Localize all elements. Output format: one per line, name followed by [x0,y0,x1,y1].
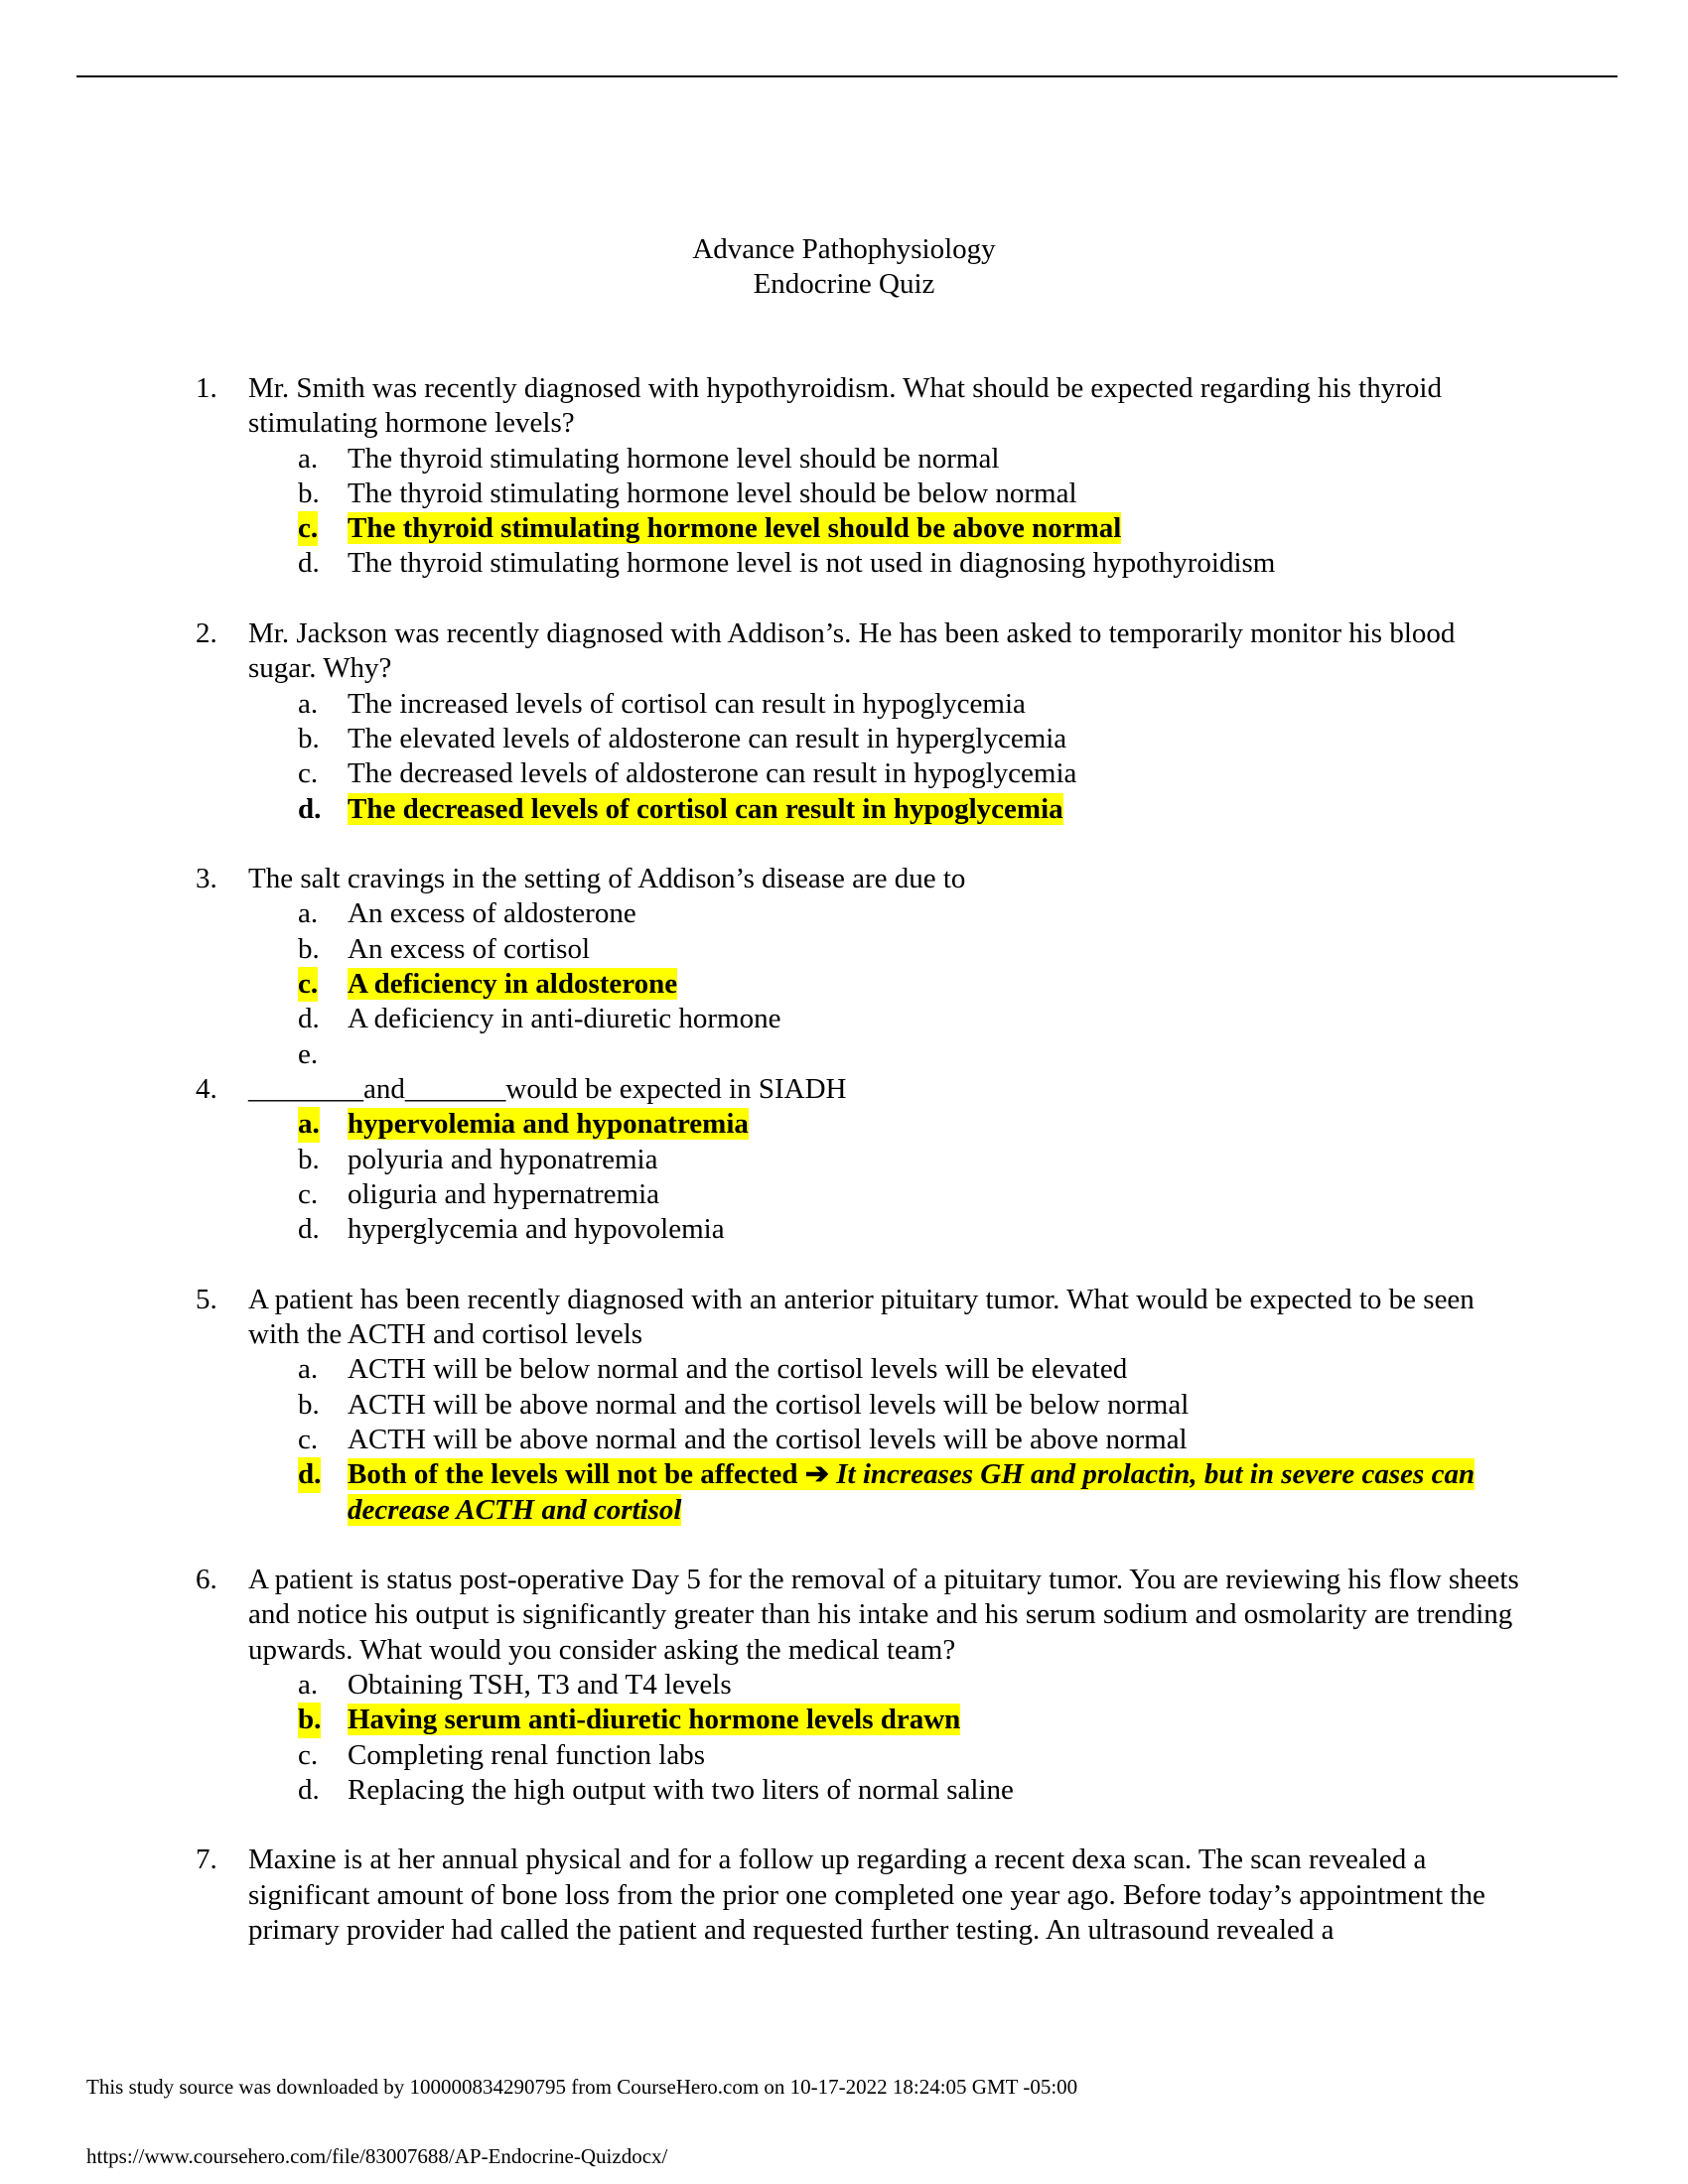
question-number: 2. [196,617,217,650]
highlighted-answer-text [348,1458,1475,1525]
highlighted-answer-text: The thyroid stimulating hormone level should be above normal [348,512,1122,545]
option-text: oliguria and hypernatremia [348,1177,660,1210]
option-letter: b. [298,1388,320,1421]
option-letter: a. [298,442,319,475]
option-letter: b. [298,722,320,754]
option-letter: b. [298,477,320,509]
answer-option [298,1002,1529,1036]
option-letter: a. [298,897,319,930]
correct-answer-option [298,1457,1529,1528]
answer-option [298,442,1529,477]
answer-option [298,722,1529,756]
question-text: The salt cravings in the setting of Addison’s disease are due to [248,863,966,895]
answer-option [298,1177,1529,1212]
option-letter: a. [298,1668,319,1701]
option-letter: b. [298,1703,321,1737]
document-title: Advance Pathophysiology [692,233,996,265]
answer-option [298,1773,1529,1808]
highlighted-answer-text: A deficiency in aldosterone [348,968,678,1001]
option-letter: e. [298,1037,319,1070]
option-letter: d. [298,1773,320,1806]
highlighted-answer-text: hypervolemia and hyponatremia [348,1108,749,1141]
option-text: polyuria and hyponatremia [348,1143,658,1175]
document-header [0,232,1688,302]
question-text: Mr. Jackson was recently diagnosed with Addison’s. He has been asked to temporarily monitor his blood sugar. Why? [248,617,1456,685]
answer-option [298,1143,1529,1177]
answer-option-empty [298,1037,1529,1072]
correct-answer-option [298,1107,1529,1142]
answer-option [298,1388,1529,1423]
answer-option [298,1738,1529,1773]
option-letter: d. [298,1457,321,1492]
option-letter: c. [298,757,319,790]
question-1 [0,371,1688,582]
top-horizontal-rule [76,75,1618,77]
option-text: The thyroid stimulating hormone level should be normal [348,442,1000,475]
answer-option [298,756,1529,791]
option-letter: d. [298,547,320,580]
question-text: Mr. Smith was recently diagnosed with hypothyroidism. What should be expected regarding his thyroid stimulating hormone levels? [248,372,1442,440]
question-number: 4. [196,1072,217,1105]
option-letter: d. [298,1213,320,1246]
option-text [348,1037,1529,1072]
option-text: Obtaining TSH, T3 and T4 levels [348,1668,732,1701]
answer-option [298,932,1529,967]
option-letter: b. [298,1143,320,1175]
answer-option [298,1212,1529,1247]
option-text: A deficiency in anti-diuretic hormone [348,1003,781,1035]
answer-explanation: It increases GH and prolactin, but in severe cases can decrease ACTH and cortisol [348,1458,1476,1526]
highlighted-answer-text: Having serum anti-diuretic hormone levels drawn [348,1704,961,1736]
option-text: ACTH will be above normal and the cortisol levels will be above normal [348,1423,1188,1455]
option-text: An excess of cortisol [348,932,591,965]
option-letter: c. [298,511,318,546]
option-text: The elevated levels of aldosterone can result in hyperglycemia [348,722,1067,754]
option-letter: a. [298,1107,320,1142]
question-number: 7. [196,1843,217,1876]
option-letter: c. [298,1423,319,1455]
answer-option [298,1668,1529,1703]
option-text: hyperglycemia and hypovolemia [348,1213,725,1246]
option-letter: c. [298,967,318,1002]
option-letter: c. [298,1738,319,1771]
option-letter: d. [298,1003,320,1035]
question-text: Maxine is at her annual physical and for a follow up regarding a recent dexa scan. The scan revealed a significant amount of bone loss from the prior one completed one year ago. Before today’s appointment the primary provider had called the patient and requested further testing. An ultrasound revealed a [248,1843,1485,1947]
option-text: Completing renal function labs [348,1738,706,1771]
question-2 [0,616,1688,827]
option-letter: d. [298,792,322,825]
download-source-notice: This study source was downloaded by 100000834290795 from CourseHero.com on 10-17-2022 18:24:05 GMT -05:00 [86,2075,1078,2099]
answer-option [298,896,1529,931]
answer-option [298,477,1529,511]
question-text: A patient is status post-operative Day 5 for the removal of a pituitary tumor. You are reviewing his flow sheets and notice his output is significantly greater than his intake and his serum sodium and osmolarity are trending upwards. What would you consider asking the medical team? [248,1564,1519,1666]
question-number: 6. [196,1564,217,1596]
highlighted-answer-text: The decreased levels of cortisol can result in hypoglycemia [348,792,1063,825]
option-text: The thyroid stimulating hormone level is not used in diagnosing hypothyroidism [348,547,1276,580]
option-text: The increased levels of cortisol can result in hypoglycemia [348,687,1026,720]
option-letter: c. [298,1177,319,1210]
question-4 [0,1072,1688,1247]
correct-answer-option [298,1703,1529,1737]
question-5 [0,1283,1688,1528]
option-text: The decreased levels of aldosterone can result in hypoglycemia [348,757,1077,790]
option-letter: a. [298,1353,319,1386]
answer-text: Both of the levels will not be affected [348,1458,798,1491]
answer-option [298,1352,1529,1387]
question-text: A patient has been recently diagnosed with an anterior pituitary tumor. What would be expected to be seen with the ACTH and cortisol levels [248,1283,1475,1351]
question-7 [0,1843,1688,1948]
question-number: 1. [196,372,217,404]
option-text: The thyroid stimulating hormone level should be below normal [348,477,1077,509]
answer-option [298,546,1529,581]
option-letter: a. [298,687,319,720]
document-subtitle: Endocrine Quiz [753,268,935,300]
option-letter: b. [298,932,320,965]
answer-option [298,1423,1529,1457]
correct-answer-option [298,792,1529,827]
source-url-link[interactable]: https://www.coursehero.com/file/83007688/AP-Endocrine-Quizdocx/ [86,2144,668,2168]
question-text: ________and_______would be expected in SIADH [248,1072,847,1105]
question-number: 3. [196,863,217,895]
option-text: Replacing the high output with two liters of normal saline [348,1773,1014,1806]
answer-option [298,687,1529,722]
option-text: An excess of aldosterone [348,897,636,930]
question-number: 5. [196,1283,217,1315]
arrow-icon: ➔ [804,1458,830,1491]
correct-answer-option [298,967,1529,1002]
option-text: ACTH will be below normal and the cortisol levels will be elevated [348,1353,1128,1386]
quiz-content [0,371,1688,1948]
question-6 [0,1563,1688,1808]
question-3 [0,862,1688,1072]
correct-answer-option [298,511,1529,546]
option-text: ACTH will be above normal and the cortisol levels will be below normal [348,1388,1190,1421]
